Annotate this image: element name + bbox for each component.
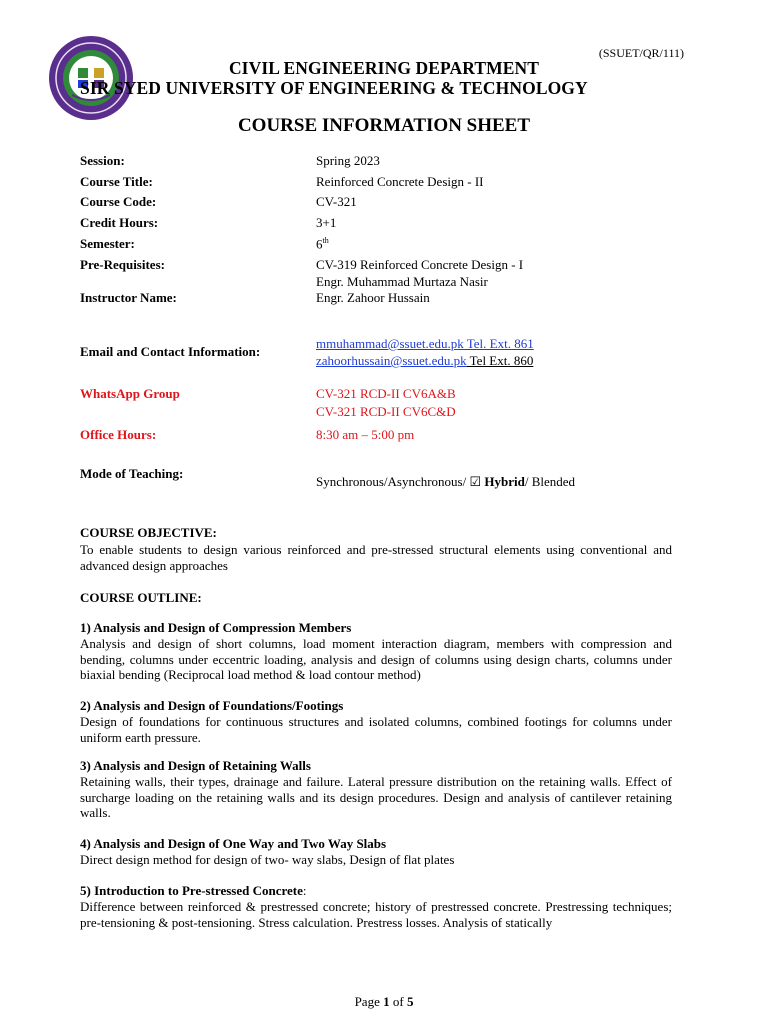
section-2-title: 2) Analysis and Design of Foundations/Footings [80,698,344,713]
mode-suffix: / Blended [524,474,576,489]
instructor-name-1: Engr. Muhammad Murtaza Nasir [316,274,488,289]
instructor-name-2: Engr. Zahoor Hussain [316,290,430,305]
credit-hours-value: 3+1 [316,215,337,230]
email-link-2[interactable]: zahoorhussain@ssuet.edu.pk [316,353,467,368]
section-5-title: 5) Introduction to Pre-stressed Concrete [80,883,303,898]
page-word: Page [354,994,384,1009]
course-title-value: Reinforced Concrete Design - II [316,174,484,189]
office-hours-value: 8:30 am – 5:00 pm [316,427,415,442]
whatsapp-group-1: CV-321 RCD-II CV6A&B [316,386,456,401]
email-contact-label: Email and Contact Information: [80,344,261,359]
mode-of-teaching-value [316,474,575,490]
session-value: Spring 2023 [316,153,380,168]
semester-number: 6 [316,236,323,252]
prerequisites-label: Pre-Requisites: [80,257,165,272]
section-5-title-line [80,883,672,899]
whatsapp-group-2: CV-321 RCD-II CV6C&D [316,404,456,419]
prerequisites-value: CV-319 Reinforced Concrete Design - I [316,257,524,272]
of-word: of [389,994,407,1009]
objective-heading: COURSE OBJECTIVE: [80,525,217,540]
semester-label: Semester: [80,236,135,251]
objective-text: To enable students to design various reinforced and pre-stressed structural elements using conventional and advanced design approaches [80,542,672,573]
email-link-1[interactable]: mmuhammad@ssuet.edu.pk [316,336,464,351]
credit-hours-label: Credit Hours: [80,215,159,230]
whatsapp-label: WhatsApp Group [80,386,180,401]
outline-heading: COURSE OUTLINE: [80,590,202,605]
section-1-text: Analysis and design of short columns, load moment interaction diagram, members with compression and bending, columns under eccentric loading, analysis and design of columns using design charts, columns under biaxial bending (Reciprocal load method & load contour method) [80,636,672,682]
course-code-label: Course Code: [80,194,157,209]
semester-value [316,236,329,252]
section-1-title: 1) Analysis and Design of Compression Members [80,620,352,635]
email-line-2 [316,353,533,369]
mode-hybrid: Hybrid [481,474,525,489]
office-hours-label: Office Hours: [80,427,157,442]
checkbox-checked-icon: ☑ [469,474,482,489]
department-name: CIVIL ENGINEERING DEPARTMENT [228,58,540,78]
document-reference: (SSUET/QR/111) [598,46,684,60]
section-3-title: 3) Analysis and Design of Retaining Walls [80,758,311,773]
instructor-label: Instructor Name: [80,290,177,305]
university-name: SIR SYED UNIVERSITY OF ENGINEERING & TECHNOLOGY [80,78,588,98]
email-line-1 [316,336,534,352]
semester-suffix: th [322,236,329,245]
section-2-text: Design of foundations for continuous structures and isolated columns, combined footings for columns under uniform earth pressure. [80,714,672,745]
email-ext-2: Tel Ext. 860 [466,353,534,368]
mode-prefix: Synchronous/Asynchronous/ [316,474,470,489]
section-4-title: 4) Analysis and Design of One Way and Two Way Slabs [80,836,387,851]
page-total: 5 [406,994,414,1009]
section-3-text: Retaining walls, their types, drainage and failure. Lateral pressure distribution on the retaining walls. Effect of surcharge loading on the retaining walls and its design procedures. Design and analysis of cantilever retaining walls. [80,774,672,820]
mode-of-teaching-label: Mode of Teaching: [80,466,184,481]
section-5-text: Difference between reinforced & prestressed concrete; history of prestressed concrete. Prestressing techniques; pre-tensioning & post-tensioning. Stress calculation. Prestress losses. Analysis of statically [80,899,672,930]
sheet-title: COURSE INFORMATION SHEET [237,115,531,136]
section-5-colon: : [302,883,307,898]
section-4-text: Direct design method for design of two- way slabs, Design of flat plates [80,852,455,867]
page-indicator [0,994,768,1010]
page-number: 1 [383,994,390,1009]
course-title-label: Course Title: [80,174,153,189]
session-label: Session: [80,153,125,168]
email-ext-1: Tel. Ext. 861 [463,336,534,351]
course-code-value: CV-321 [316,194,357,209]
